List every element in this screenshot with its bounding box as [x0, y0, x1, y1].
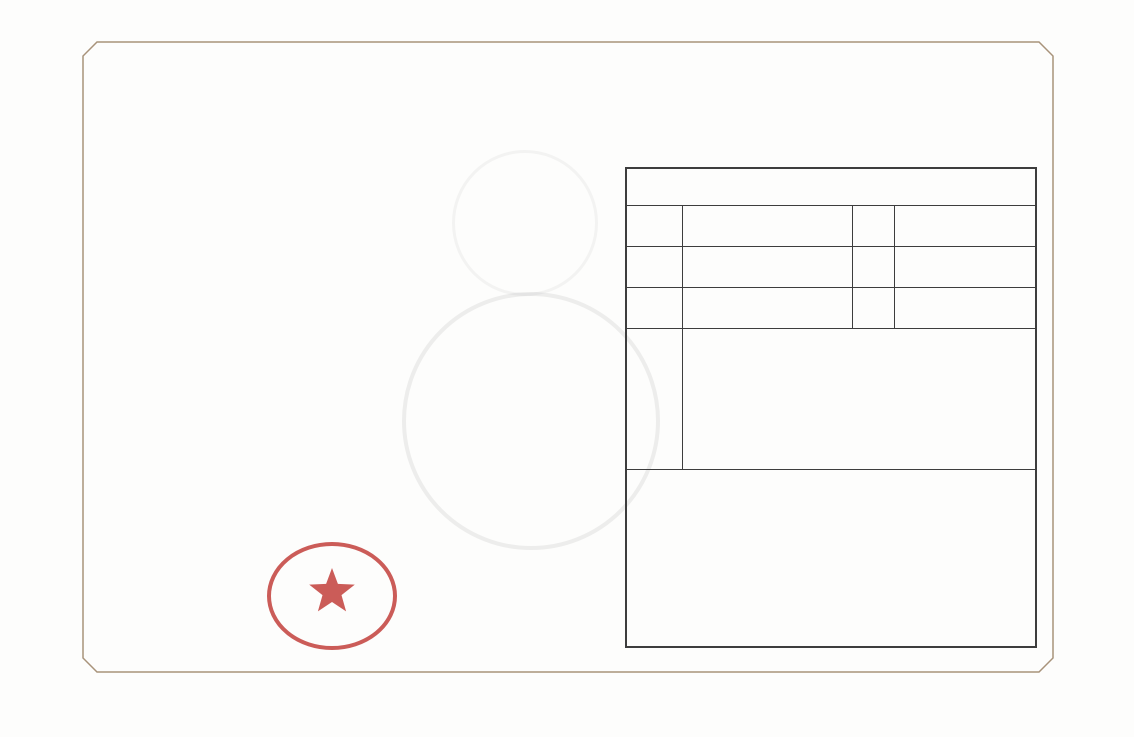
row3-value2 [895, 288, 1035, 328]
seal-star-icon [309, 568, 355, 611]
row2-label2 [853, 247, 895, 287]
validity-row [116, 514, 126, 542]
row1-value2 [895, 206, 1035, 246]
remarks-section [627, 470, 1035, 476]
row1-label2 [853, 206, 895, 246]
row2-value2 [895, 247, 1035, 287]
row2-label1 [627, 247, 683, 287]
website-row [116, 604, 126, 632]
performance-label [627, 329, 683, 469]
table-row [627, 288, 1035, 329]
row1-value1 [683, 206, 853, 246]
table-row [627, 206, 1035, 247]
official-red-seal [262, 536, 402, 656]
performance-text [683, 329, 1035, 469]
body-line-3 [86, 328, 112, 359]
bleedthrough-watermark-circle [402, 292, 660, 550]
bleedthrough-watermark-circle-small [452, 150, 598, 296]
info-table [625, 167, 1037, 648]
performance-row [627, 329, 1035, 470]
table-row [627, 247, 1035, 288]
row3-value1 [683, 288, 853, 328]
issue-date-row [116, 559, 126, 587]
row3-label2 [853, 288, 895, 328]
row1-label1 [627, 206, 683, 246]
info-table-title [627, 169, 1035, 206]
row2-value1 [683, 247, 853, 287]
row3-label1 [627, 288, 683, 328]
